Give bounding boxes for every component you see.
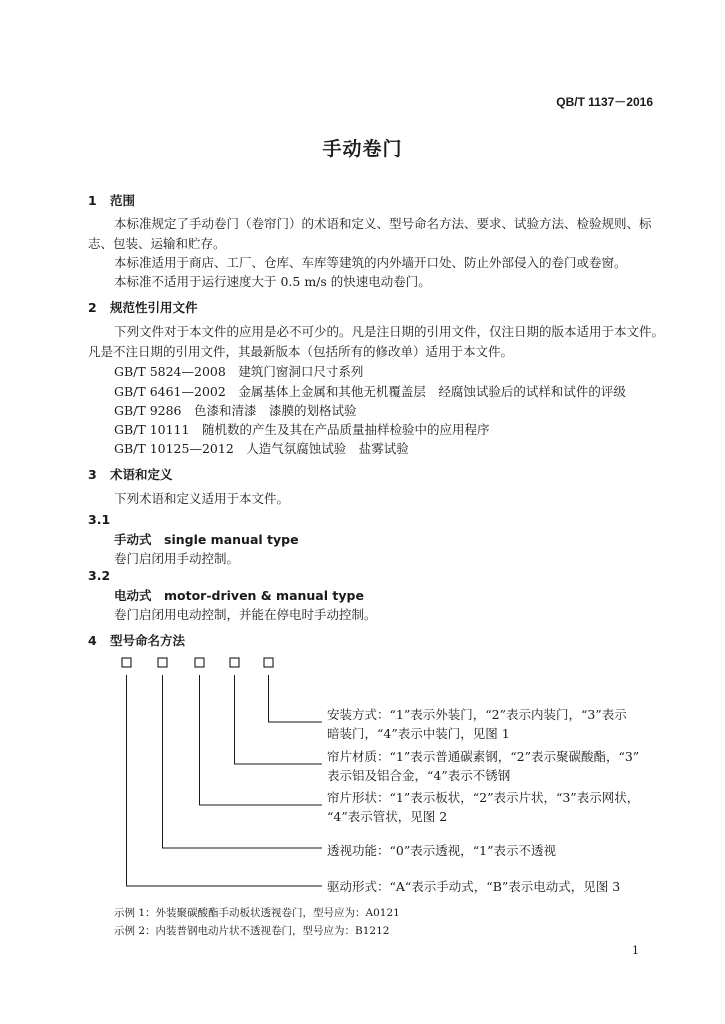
example-1: 示例 1：外装聚碳酸酯手动板状透视卷门，型号应为：A0121 [114, 907, 400, 919]
section-2-paragraph-line-2: 凡是不注日期的引用文件，其最新版本（包括所有的修改单）适用于本文件。 [88, 344, 514, 359]
section-3-number: 3 [88, 467, 97, 482]
term-name: 手动式 single manual type [114, 532, 299, 547]
code-box-drive [122, 658, 131, 667]
section-2-number: 2 [88, 300, 97, 315]
section-3-title: 术语和定义 [110, 467, 173, 482]
label-slat-shape-line-1: 帘片形状：“1”表示板状，“2”表示片状，“3”表示网状， [327, 790, 640, 805]
reference-code: GB/T 10125—2012 [114, 441, 234, 456]
label-slat-material-line-2: 表示铝及铝合金，“4”表示不锈钢 [327, 768, 511, 783]
section-1-paragraph-2: 本标准适用于商店、工厂、仓库、车库等建筑的内外墙开口处、防止外部侵入的卷门或卷窗。 [114, 255, 627, 270]
term-number: 3.1 [88, 512, 111, 527]
label-slat-shape-line-2: “4”表示管状，见图 2 [327, 809, 448, 824]
reference-code: GB/T 5824—2008 [114, 364, 226, 379]
section-2-title: 规范性引用文件 [110, 300, 198, 315]
section-1-title: 范围 [110, 193, 136, 208]
term-definition: 卷门启闭用电动控制，并能在停电时手动控制。 [114, 607, 377, 622]
label-drive: 驱动形式：“A“表示手动式，“B”表示电动式，见图 3 [327, 879, 621, 894]
section-1-paragraph-1-line-1: 本标准规定了手动卷门（卷帘门）的术语和定义、型号命名方法、要求、试验方法、检验规则、标 [114, 216, 652, 231]
term-number: 3.2 [88, 568, 111, 583]
label-transparency: 透视功能：“0”表示透视，“1”表示不透视 [327, 843, 556, 858]
leader-line-slat-material [235, 675, 323, 764]
reference-title: 随机数的产生及其在产品质量抽样检验中的应用程序 [201, 422, 490, 437]
leader-line-install [269, 675, 323, 722]
reference-title: 建筑门窗洞口尺寸系列 [238, 364, 364, 379]
reference-title: 人造气氛腐蚀试验 盐雾试验 [246, 441, 409, 456]
reference-code: GB/T 6461—2002 [114, 384, 226, 399]
section-3-intro: 下列术语和定义适用于本文件。 [114, 491, 290, 506]
section-4-title: 型号命名方法 [110, 633, 186, 648]
label-install-line-2: 暗装门，“4”表示中装门，见图 1 [327, 726, 510, 741]
code-box-install [264, 658, 273, 667]
term-definition: 卷门启闭用手动控制。 [114, 551, 240, 566]
section-4-number: 4 [88, 633, 97, 648]
example-2: 示例 2：内装普钢电动片状不透视卷门，型号应为：B1212 [114, 925, 390, 937]
code-box-transparency [158, 658, 167, 667]
leader-line-drive [127, 675, 323, 886]
term-name: 电动式 motor-driven & manual type [114, 588, 364, 603]
standard-code: QB/T 1137－2016 [556, 95, 653, 109]
section-2-paragraph-line-1: 下列文件对于本文件的应用是必不可少的。凡是注日期的引用文件，仅注日期的版本适用于本文件。 [114, 324, 665, 339]
code-box-slat-shape [195, 658, 204, 667]
leader-line-transparency [163, 675, 323, 848]
reference-code: GB/T 9286 [114, 403, 182, 418]
section-1-paragraph-1-line-2: 志、包装、运输和贮存。 [88, 236, 226, 251]
section-1-paragraph-3: 本标准不适用于运行速度大于 0.5 m/s 的快速电动卷门。 [114, 274, 431, 289]
section-1-number: 1 [88, 193, 97, 208]
reference-code: GB/T 10111 [114, 422, 190, 437]
reference-title: 金属基体上金属和其他无机覆盖层 经腐蚀试验后的试样和试件的评级 [238, 384, 626, 399]
leader-line-slat-shape [200, 675, 323, 805]
label-slat-material-line-1: 帘片材质：“1”表示普通碳素钢，“2”表示聚碳酸酯，“3” [327, 749, 640, 764]
page-number: 1 [632, 944, 639, 957]
label-install-line-1: 安装方式：“1”表示外装门，“2”表示内装门，“3”表示 [327, 707, 627, 722]
code-box-slat-material [230, 658, 239, 667]
reference-title: 色漆和清漆 漆膜的划格试验 [194, 403, 357, 418]
document-title: 手动卷门 [322, 138, 403, 160]
